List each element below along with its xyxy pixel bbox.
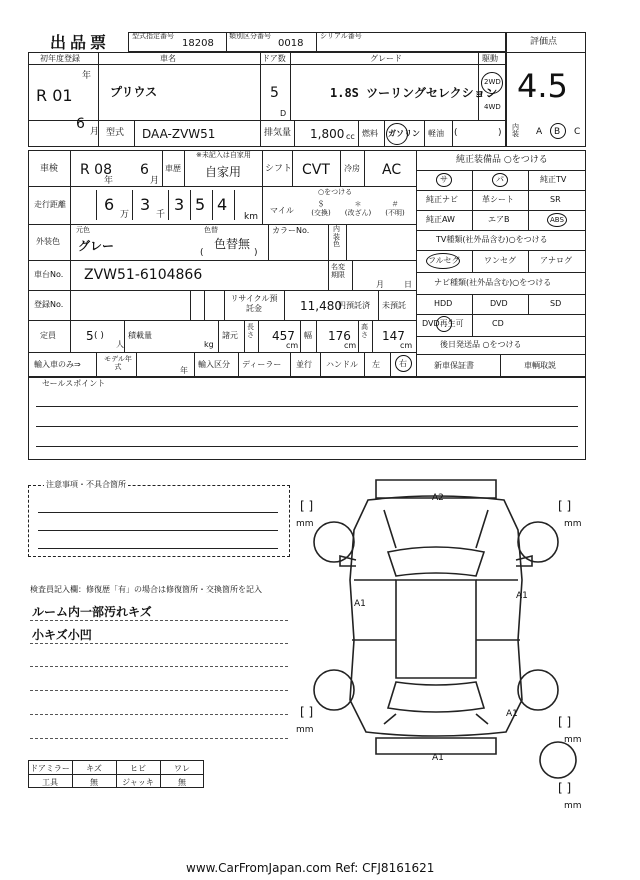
ac-label: 冷房: [344, 164, 360, 173]
paren: (: [454, 128, 458, 138]
navi-1: HDD: [434, 299, 453, 308]
name-change-month: 月: [376, 280, 384, 289]
mm-fr: mm: [564, 519, 582, 529]
wheel-rr: [518, 670, 558, 710]
interior-c: C: [574, 127, 581, 137]
man-unit: 万: [120, 210, 130, 220]
legend-r1: 工具: [42, 778, 58, 787]
shift-label: シフト: [265, 164, 293, 174]
model-year-unit: 年: [180, 366, 188, 375]
later-2: 車輌取説: [524, 361, 556, 370]
interior-a: A: [536, 127, 543, 137]
later-label: 後日発送品 ○をつける: [440, 340, 522, 349]
mileage-digit-5: 4: [217, 195, 228, 214]
fuel-label: 燃料: [362, 129, 378, 138]
wheel-fr: [518, 522, 558, 562]
later-1: 新車保証書: [434, 361, 474, 370]
first-reg-label: 初年度登録: [40, 54, 80, 63]
year-unit: 年: [82, 71, 92, 81]
legend-h4: ワレ: [174, 764, 190, 773]
navi-label: ナビ種類(社外品含む)○をつける: [434, 278, 552, 287]
equip-3-3: ABS: [550, 216, 564, 224]
wheel-fl: [314, 522, 354, 562]
tampered-label: ＊ (改ざん): [344, 200, 372, 218]
sales-point-label: セールスポイント: [42, 379, 106, 388]
height-value: 147: [382, 329, 405, 343]
import-label: 輸入車のみ⇒: [34, 360, 81, 369]
first-reg-month: 6: [76, 116, 85, 132]
sen-unit: 千: [156, 210, 166, 220]
mm-rl: mm: [296, 725, 314, 735]
month-unit: 月: [90, 127, 100, 137]
interior-b: B: [554, 127, 561, 137]
notes-title: 注意事項・不具合箇所: [46, 480, 126, 489]
shaken-year-unit: 年: [104, 176, 114, 186]
mark-a1-bumper: A1: [432, 753, 444, 763]
history-value: 自家用: [205, 165, 242, 179]
unknown-label: ＃ (不明): [385, 200, 405, 218]
equip-3-1: 純正AW: [426, 215, 455, 224]
interior-color-label: 内装色: [333, 225, 340, 249]
genuine-label: 純正装備品 ○をつける: [456, 155, 548, 165]
drive-4wd: 4WD: [484, 103, 501, 111]
tv-2: ワンセグ: [484, 256, 516, 265]
recycle-label: リサイクル預託金: [230, 294, 278, 313]
color-label: 外装色: [36, 237, 60, 246]
type-no-label: 型式指定番号: [132, 32, 174, 40]
equip-2-1: 純正ナビ: [426, 195, 458, 204]
note-line-2: 小キズ小凹: [32, 628, 92, 642]
unpaid-label: 未預託: [382, 301, 406, 310]
doors-value: 5: [270, 85, 279, 101]
doors-type: D: [280, 109, 287, 118]
equip-1-3: 純正TV: [540, 175, 567, 184]
rear-bumper: [376, 738, 496, 754]
rear-window: [388, 682, 484, 712]
svg-text:[ ]: [ ]: [558, 781, 572, 795]
legend-r3: ジャッキ: [122, 778, 154, 787]
color-code-label: カラーNo.: [272, 226, 310, 235]
dims-label: 諸元: [222, 331, 238, 340]
svg-text:[ ]: [ ]: [300, 499, 314, 513]
equip-2-2: 革シート: [482, 195, 514, 204]
chassis-value: ZVW51-6104866: [84, 267, 203, 283]
name-change-day: 日: [404, 280, 412, 289]
kg-unit: kg: [204, 340, 214, 349]
navi-2: DVD: [490, 299, 508, 308]
svg-text:[ ]: [ ]: [558, 715, 572, 729]
width-cm: cm: [344, 341, 357, 350]
length-value: 457: [272, 329, 295, 343]
interior-label: 内装: [512, 123, 519, 138]
legend-h3: ヒビ: [130, 764, 146, 773]
navi-5: CD: [492, 319, 504, 328]
model-value: DAA-ZVW51: [142, 127, 216, 141]
equip-3-2: エアB: [488, 215, 510, 224]
tv-3: アナログ: [540, 256, 572, 265]
roof: [396, 580, 476, 678]
fuel-value: ガソリン: [388, 129, 420, 138]
color-paren-close: ): [254, 248, 258, 258]
mileage-digit-2: 3: [140, 195, 151, 214]
capacity-paren: ( ): [94, 331, 104, 341]
equip-1-2: パ: [496, 175, 504, 184]
category-label: 類別区分番号: [229, 32, 271, 40]
drive-2wd: 2WD: [484, 78, 501, 86]
equip-2-3: SR: [550, 195, 561, 204]
navi-4: DVD再生可: [422, 319, 464, 328]
capacity-label: 定員: [40, 331, 56, 340]
mileage-label: 走行距離: [34, 200, 66, 209]
ac-value: AC: [382, 162, 402, 178]
color-no-label: 色替: [204, 226, 218, 234]
car-diagram: [296, 470, 596, 811]
footer-ref: www.CarFromJapan.com Ref: CFJ8161621: [186, 861, 435, 875]
mark-a1-left: A1: [354, 599, 366, 609]
mark-a2: A2: [432, 493, 444, 503]
shift-value: CVT: [302, 162, 330, 178]
person-unit: 人: [116, 340, 124, 349]
left-label: 左: [372, 360, 380, 369]
mark-a1-right: A1: [516, 591, 528, 601]
type-no: 18208: [182, 38, 214, 49]
handle-label: ハンドル: [326, 360, 358, 369]
svg-text:[ ]: [ ]: [558, 499, 572, 513]
mark-a1-rear: A1: [506, 709, 518, 719]
mileage-note: ○をつける: [318, 188, 353, 196]
mile-label: マイル: [270, 206, 294, 215]
wheel-rl: [314, 670, 354, 710]
note-line-1: ルーム内一部汚れキズ: [32, 605, 152, 619]
score-label: 評価点: [530, 37, 558, 47]
grade-label: グレード: [370, 54, 402, 63]
inspector-label: 検査員記入欄：修復歴「有」の場合は修復箇所・交換箇所を記入: [30, 585, 262, 594]
mm-spare: mm: [564, 801, 582, 811]
parallel-label: 並行: [296, 360, 312, 369]
notes-box: [28, 485, 290, 557]
legend-r2: 無: [90, 778, 98, 787]
doors-label: ドア数: [262, 54, 286, 63]
spare-wheel: [540, 742, 576, 778]
name-change-label: 名変期限: [331, 263, 345, 279]
km-unit: km: [244, 212, 258, 222]
capacity-value: 5: [86, 329, 94, 343]
sales-point-box: [28, 377, 586, 460]
length-label: 長さ: [247, 323, 254, 339]
form-title: 出品票: [50, 33, 111, 52]
tv-label: TV種類(社外品含む)○をつける: [436, 235, 548, 244]
serial-label: シリアル番号: [320, 32, 362, 40]
navi-3: SD: [550, 299, 562, 308]
mileage-digit-3: 3: [174, 195, 185, 214]
history-note: ※未記入は自家用: [196, 151, 251, 159]
mileage-digit-4: 5: [195, 195, 206, 214]
mm-fl: mm: [296, 519, 314, 529]
length-cm: cm: [286, 341, 299, 350]
shaken-month-unit: 月: [150, 176, 160, 186]
width-label: 幅: [304, 331, 312, 340]
dealer-label: ディーラー: [242, 360, 282, 369]
cc-unit: cc: [346, 132, 355, 141]
equip-1-1: サ: [440, 175, 448, 184]
first-reg-year: R 01: [36, 86, 73, 105]
windshield: [388, 547, 484, 576]
legend-r4: 無: [178, 778, 186, 787]
width-value: 176: [328, 329, 351, 343]
height-label: 高さ: [361, 323, 368, 339]
chassis-label: 車台No.: [34, 270, 64, 279]
paren-close: ): [498, 128, 502, 138]
score-value: 4.5: [517, 67, 568, 105]
car-name: プリウス: [110, 85, 158, 99]
mm-rr: mm: [564, 735, 582, 745]
height-cm: cm: [400, 341, 413, 350]
legend-h1: ドアミラー: [30, 764, 70, 773]
reg-label: 登録No.: [34, 300, 64, 309]
shaken-value: R 08: [80, 162, 112, 178]
load-label: 積載量: [128, 331, 152, 340]
color-paren: (: [200, 248, 204, 258]
tv-1: フルセグ: [428, 256, 460, 265]
grade-value: 1.8S ツーリングセレクション: [330, 86, 498, 100]
recycle-amount: 11,480: [300, 299, 342, 313]
exchanged-label: ＄ (交換): [311, 200, 331, 218]
color-change-value: 色替無: [214, 237, 251, 251]
mileage-digit-1: 6: [104, 195, 115, 214]
legend-h2: キズ: [86, 764, 102, 773]
model-year-label: モデル年式: [104, 355, 132, 372]
name-label: 車名: [160, 54, 176, 63]
orig-color-label: 元色: [76, 226, 90, 234]
model-label: 型式: [106, 128, 125, 138]
shaken-month: 6: [140, 162, 149, 178]
svg-text:[ ]: [ ]: [300, 705, 314, 719]
import-type-label: 輸入区分: [198, 360, 230, 369]
displacement-label: 排気量: [264, 128, 292, 138]
history-label: 車歴: [165, 164, 181, 173]
drive-label: 駆動: [482, 54, 498, 63]
category-no: 0018: [278, 38, 304, 49]
light-oil-label: 軽油: [428, 129, 444, 138]
right-label: 右: [399, 359, 407, 368]
recycle-unit: 円預託済: [338, 301, 370, 310]
displacement-value: 1,800: [310, 127, 345, 141]
shaken-label: 車検: [40, 164, 59, 174]
body-outline: [350, 496, 522, 736]
orig-color-value: グレー: [78, 239, 115, 253]
